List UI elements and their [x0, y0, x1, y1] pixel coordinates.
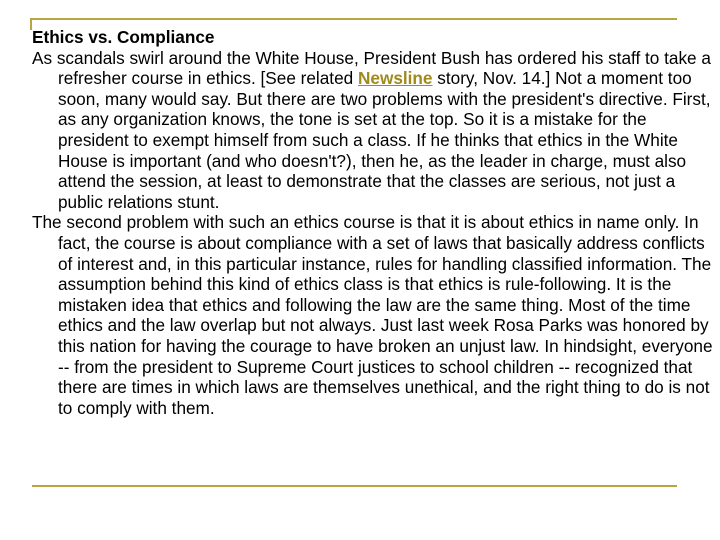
newsline-link[interactable]: Newsline — [357, 68, 433, 89]
document-title: Ethics vs. Compliance — [32, 27, 215, 47]
paragraph-1-text-start: As scandals swirl around the White House, President Bush has ordered his staff to take a refresher course in ethics. [See related — [32, 47, 711, 89]
paragraph-1 — [32, 48, 717, 213]
bottom-rule — [32, 485, 677, 487]
paragraph-1-text-end: story, Nov. 14.] Not a moment too soon, many would say. But there are two problems with the president's directive. First, as any organization knows, the tone is set at the top. So it is a mistake for the president to exempt himself from such a class. If he thinks that ethics in the White House is important (and who doesn't?), then he, as the leader in charge, must also attend the session, at least to demonstrate that the classes are serious, not just a public relations stunt. — [58, 68, 711, 212]
paragraph-2: The second problem with such an ethics course is that it is about ethics in name only. In fact, the course is about compliance with a set of laws that basically address conflicts of interest and, in this particular instance, rules for handling classified information. The assumption behind this kind of ethics class is that ethics is rule-following. It is the mistaken idea that ethics and following the law are the same thing. Most of the time ethics and the law overlap but not always. Just last week Rosa Parks was honored by this nation for having the courage to have broken an unjust law. In hindsight, everyone -- from the president to Supreme Court justices to school children -- recognized that there are times in which laws are themselves unethical, and the right thing to do is not to comply with them. — [32, 212, 713, 418]
top-rule — [32, 18, 677, 20]
document-body — [32, 27, 717, 418]
